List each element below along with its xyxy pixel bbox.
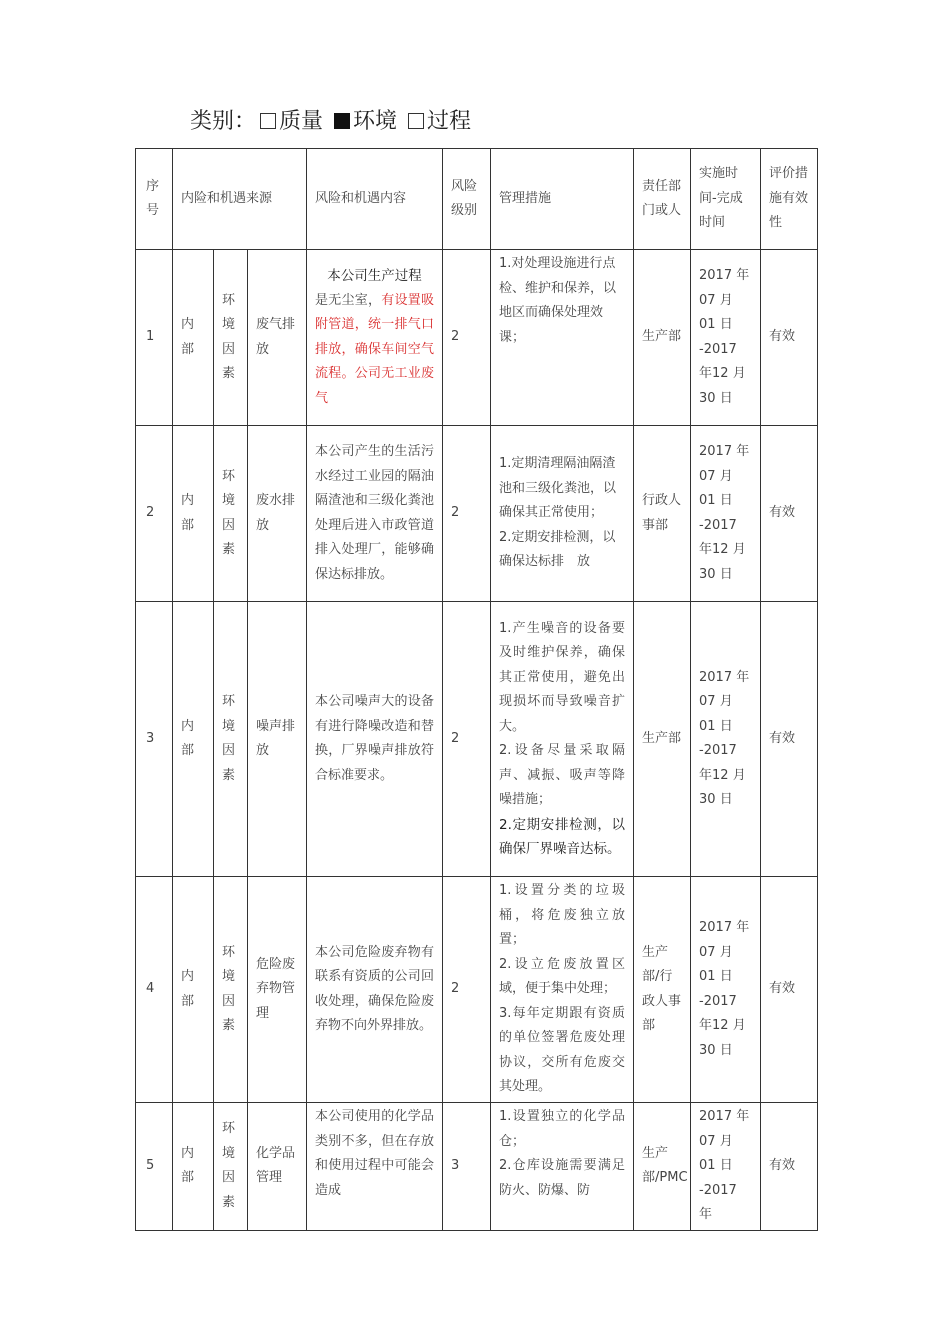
row-content: 本公司危险废弃物有联系有资质的公司回收处理，确保危险废弃物不向外界排放。 bbox=[307, 877, 443, 1103]
category-selector bbox=[190, 104, 471, 135]
table-row bbox=[136, 602, 818, 877]
row-content bbox=[307, 250, 443, 426]
checkbox-quality[interactable] bbox=[260, 113, 276, 129]
header-dept: 责任部门或人 bbox=[634, 149, 691, 250]
row-time bbox=[691, 1103, 761, 1231]
table-header-row bbox=[136, 149, 818, 250]
row-measures bbox=[491, 1103, 634, 1231]
header-content: 风险和机遇内容 bbox=[307, 149, 443, 250]
row-time bbox=[691, 877, 761, 1103]
option-quality-label: 质量 bbox=[279, 109, 324, 134]
row-time-end: -2017 年 bbox=[699, 1182, 737, 1222]
measure-item: 2.定期安排检测，以确保达标排 放 bbox=[499, 529, 616, 570]
row-internal: 内部 bbox=[173, 250, 214, 426]
row-time bbox=[691, 250, 761, 426]
row-eval: 有效 bbox=[761, 426, 818, 602]
row-internal: 内部 bbox=[173, 602, 214, 877]
table-row bbox=[136, 1103, 818, 1231]
measure-item: 2.设备尽量采取隔声、减振、吸声等降噪措施； bbox=[499, 743, 626, 807]
measure-item: 1.设置独立的化学品仓； bbox=[499, 1109, 626, 1149]
row-content: 本公司噪声大的设备有进行降噪改造和替换，厂界噪声排放符合标准要求。 bbox=[307, 602, 443, 877]
row-time-start: 2017 年07 月 01 日 bbox=[699, 268, 750, 332]
row-item: 化学品管理 bbox=[248, 1103, 307, 1231]
row-factor: 环境因素 bbox=[214, 426, 248, 602]
row-time-end: -2017 年12 月 30 日 bbox=[699, 517, 746, 582]
measure-item: 1.对处理设施进行点检、维护和保养，以地区而确保处理效课； bbox=[499, 256, 617, 345]
checkbox-process[interactable] bbox=[408, 113, 424, 129]
table-row bbox=[136, 877, 818, 1103]
row-eval: 有效 bbox=[761, 250, 818, 426]
row-time-start: 2017 年07 月 01 日 bbox=[699, 669, 750, 734]
row-content: 本公司使用的化学品类别不多，但在存放和使用过程中可能会造成 bbox=[307, 1103, 443, 1231]
row-dept: 生产部/行政人事部 bbox=[634, 877, 691, 1103]
row-item: 噪声排放 bbox=[248, 602, 307, 877]
measure-item: 2.定期安排检测，以确保厂界噪音达标。 bbox=[499, 816, 626, 857]
header-time: 实施时间-完成时间 bbox=[691, 149, 761, 250]
row-factor: 环境因素 bbox=[214, 250, 248, 426]
measure-item: 3.每年定期跟有资质的单位签署危废处理协议，交所有危废交其处理。 bbox=[499, 1005, 626, 1095]
row-time-end: -2017 年12 月 30 日 bbox=[699, 341, 746, 406]
row-seq: 3 bbox=[136, 602, 173, 877]
row-factor: 环境因素 bbox=[214, 1103, 248, 1231]
risk-table bbox=[135, 148, 818, 1231]
row-content: 本公司产生的生活污水经过工业园的隔油隔渣池和三级化粪池处理后进入市政管道排入处理厂，能够确保达标排放。 bbox=[307, 426, 443, 602]
row-factor: 环境因素 bbox=[214, 877, 248, 1103]
measure-item: 1.产生噪音的设备要及时维护保养，确保其正常使用，避免出现损坏而导致噪音扩大。 bbox=[499, 620, 626, 734]
row-time-start: 2017 年07 月 01 日 bbox=[699, 1109, 750, 1173]
measure-item: 1.设置分类的垃圾桶，将危废独立放置； bbox=[499, 883, 626, 948]
measure-item: 2.设立危废放置区域，便于集中处理； bbox=[499, 956, 626, 997]
row-measures bbox=[491, 877, 634, 1103]
row-level: 2 bbox=[443, 250, 491, 426]
row-item: 废气排放 bbox=[248, 250, 307, 426]
option-process-label: 过程 bbox=[427, 109, 472, 134]
measure-item: 2.仓库设施需要满足防火、防爆、防 bbox=[499, 1158, 626, 1198]
row-dept: 生产部 bbox=[634, 250, 691, 426]
measure-item: 1.定期清理隔油隔渣池和三级化粪池，以确保其正常使用； bbox=[499, 456, 617, 521]
checkbox-environment[interactable] bbox=[334, 113, 350, 129]
row-seq: 1 bbox=[136, 250, 173, 426]
row-seq: 2 bbox=[136, 426, 173, 602]
row-time-start: 2017 年07 月 01 日 bbox=[699, 920, 750, 984]
row-internal: 内部 bbox=[173, 877, 214, 1103]
row-item: 废水排放 bbox=[248, 426, 307, 602]
header-level: 风险级别 bbox=[443, 149, 491, 250]
row-seq: 4 bbox=[136, 877, 173, 1103]
header-eval: 评价措施有效性 bbox=[761, 149, 818, 250]
row-time-start: 2017 年07 月 01 日 bbox=[699, 444, 750, 508]
row-content-highlight: 有设置吸附管道，统一排气口排放，确保车间空气流程。公司无工业废气 bbox=[315, 292, 435, 406]
row-content-lead: 本公司生产过程 bbox=[327, 268, 422, 284]
row-measures bbox=[491, 250, 634, 426]
row-dept: 行政人事部 bbox=[634, 426, 691, 602]
row-time-end: -2017 年12 月 30 日 bbox=[699, 993, 746, 1058]
category-label: 类别： bbox=[190, 109, 257, 134]
row-level: 3 bbox=[443, 1103, 491, 1231]
row-time bbox=[691, 602, 761, 877]
row-seq: 5 bbox=[136, 1103, 173, 1231]
row-time-end: -2017 年12 月 30 日 bbox=[699, 743, 746, 807]
row-internal: 内部 bbox=[173, 1103, 214, 1231]
row-level: 2 bbox=[443, 877, 491, 1103]
option-environment-label: 环境 bbox=[353, 109, 398, 134]
row-measures bbox=[491, 426, 634, 602]
header-source: 内险和机遇来源 bbox=[173, 149, 307, 250]
table-row bbox=[136, 426, 818, 602]
row-eval: 有效 bbox=[761, 602, 818, 877]
row-dept: 生产部/PMC bbox=[634, 1103, 691, 1231]
row-eval: 有效 bbox=[761, 877, 818, 1103]
row-time bbox=[691, 426, 761, 602]
row-level: 2 bbox=[443, 602, 491, 877]
row-dept: 生产部 bbox=[634, 602, 691, 877]
table-row bbox=[136, 250, 818, 426]
row-measures bbox=[491, 602, 634, 877]
row-factor: 环境因素 bbox=[214, 602, 248, 877]
row-eval: 有效 bbox=[761, 1103, 818, 1231]
row-internal: 内部 bbox=[173, 426, 214, 602]
row-level: 2 bbox=[443, 426, 491, 602]
header-seq: 序号 bbox=[136, 149, 173, 250]
row-item: 危险废弃物管理 bbox=[248, 877, 307, 1103]
header-measures: 管理措施 bbox=[491, 149, 634, 250]
row-content-part: 是无尘室， bbox=[315, 292, 382, 308]
